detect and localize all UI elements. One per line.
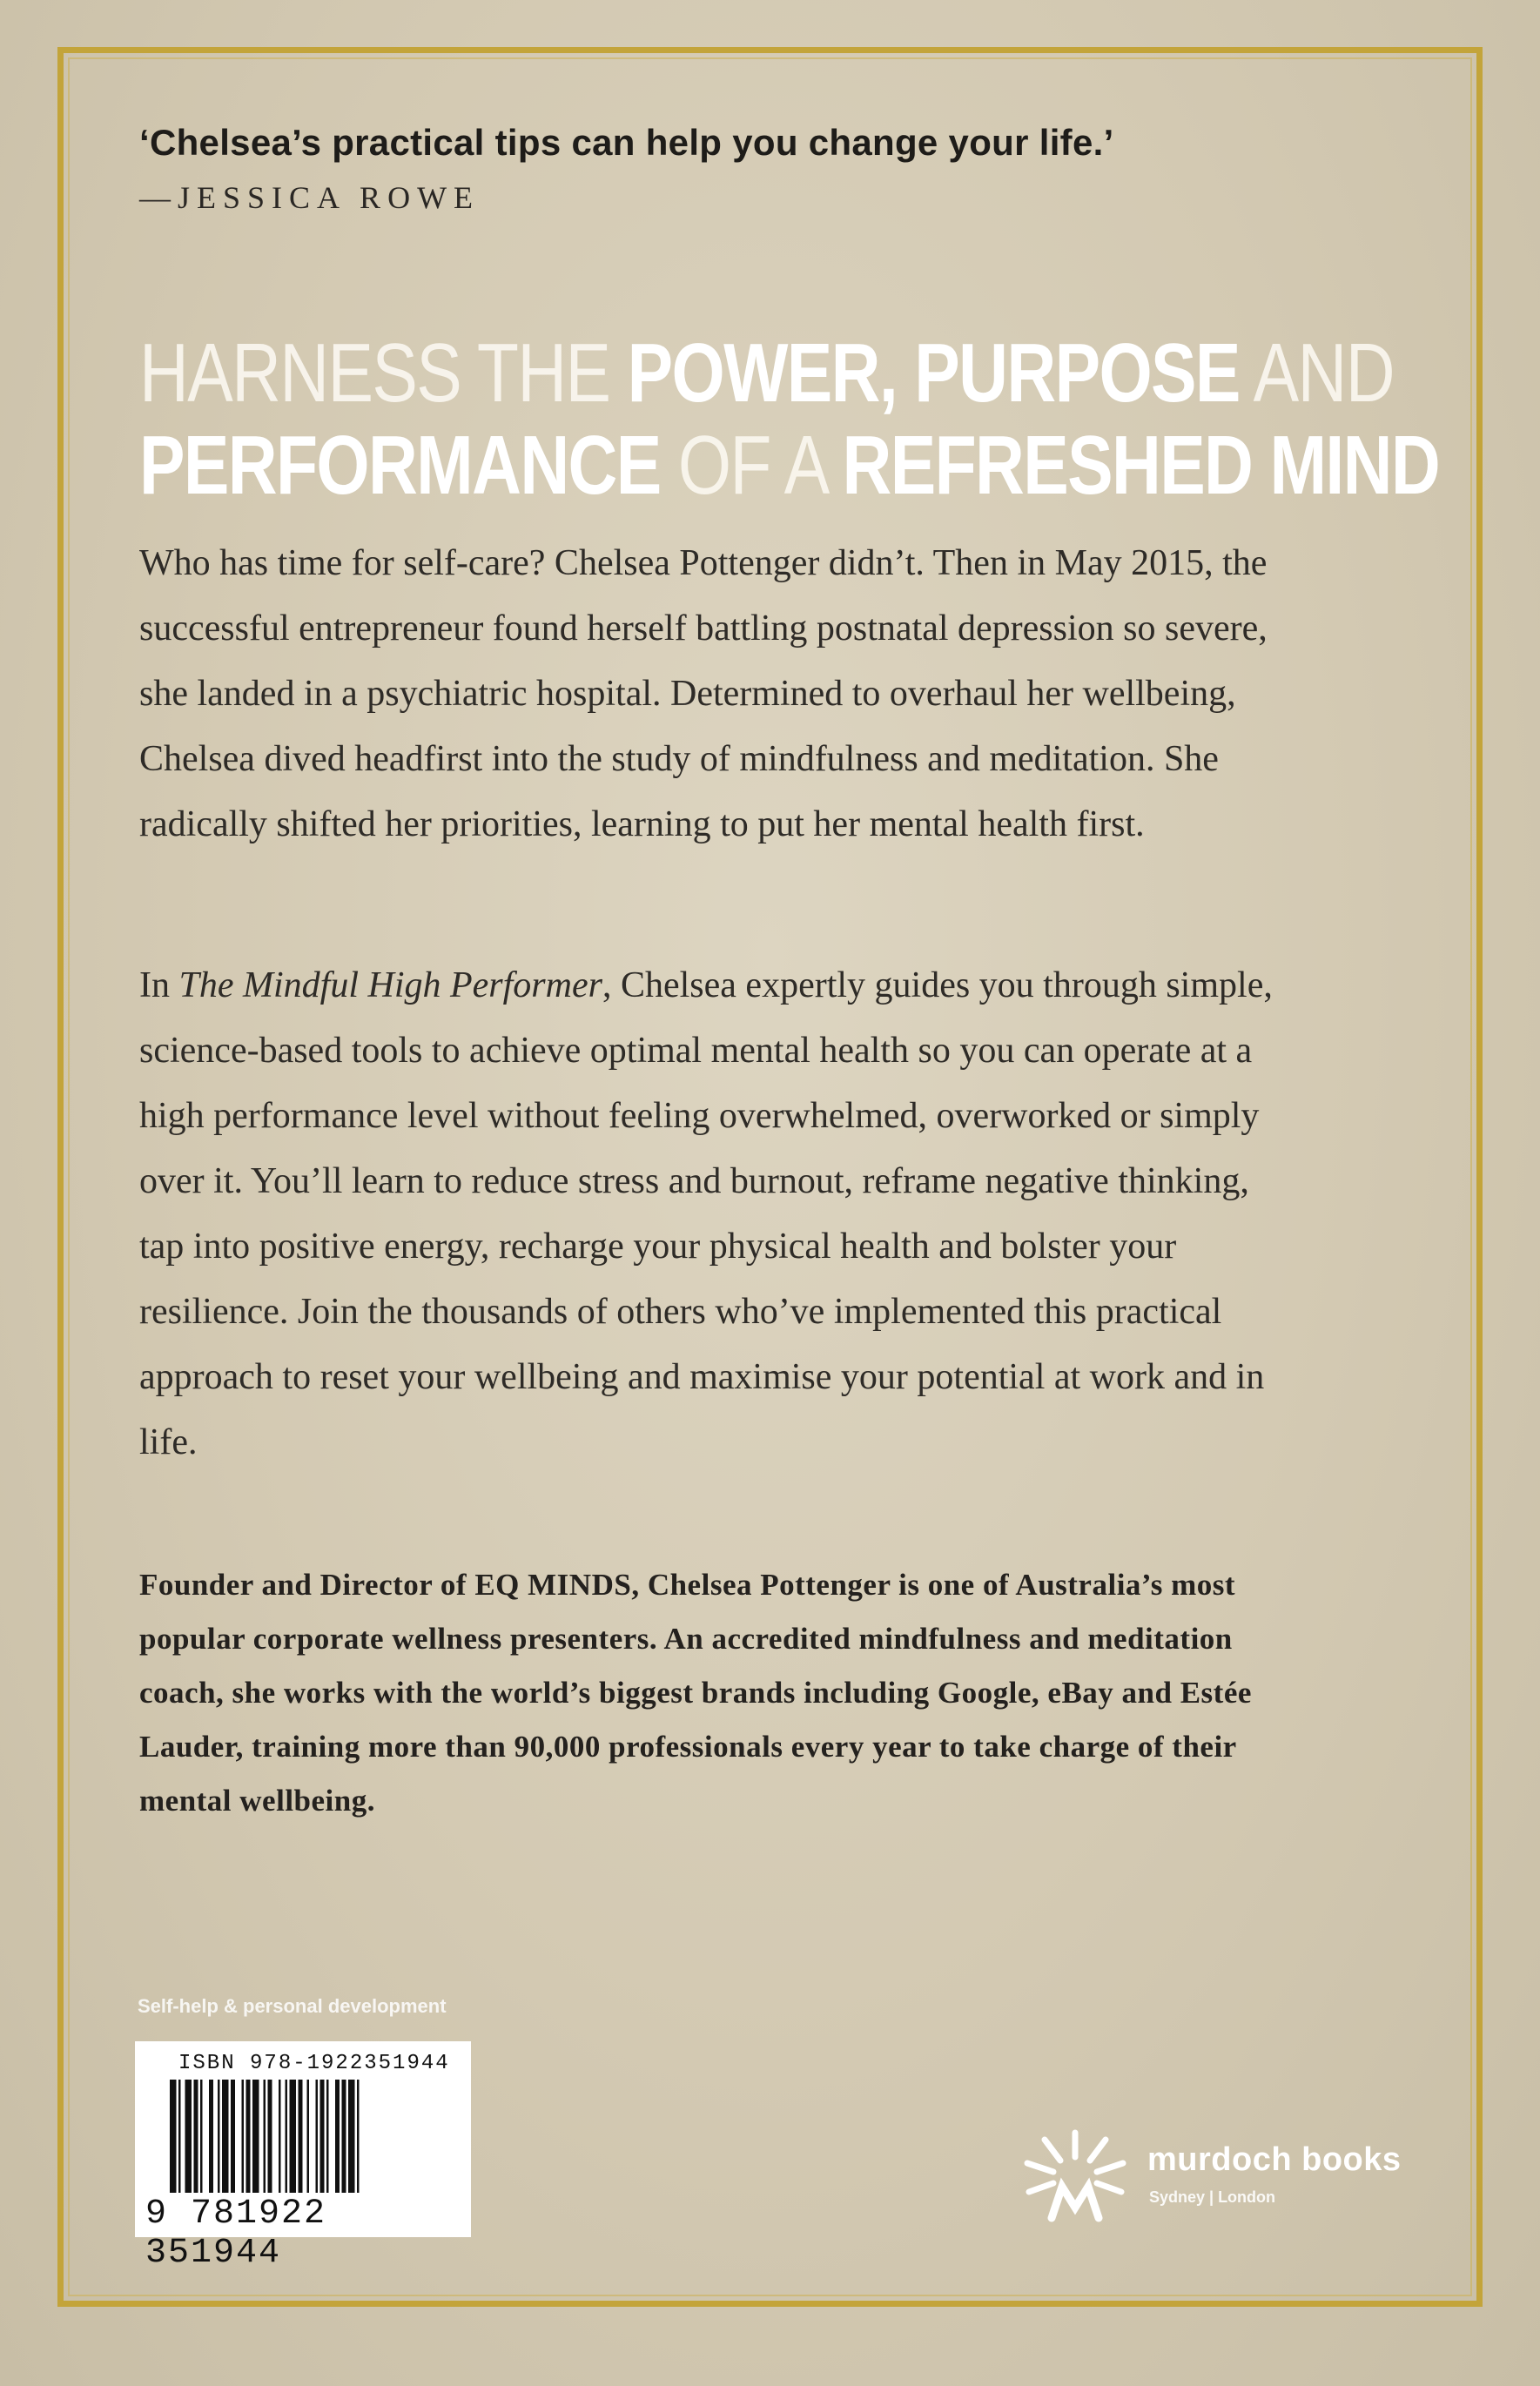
barcode bbox=[135, 2041, 471, 2273]
headline-line-2 bbox=[139, 419, 1440, 512]
headline-thin-1: HARNESS THE bbox=[139, 326, 628, 420]
barcode-bars bbox=[170, 2080, 440, 2201]
endorsement-attribution: —JESSICA ROWE bbox=[139, 180, 481, 215]
headline-line-1 bbox=[139, 326, 1394, 420]
headline-thin-3: OF A bbox=[660, 419, 843, 512]
blurb-lead: In bbox=[139, 965, 179, 1005]
headline-thin-2: AND bbox=[1239, 326, 1394, 420]
headline-bold-3: REFRESHED MIND bbox=[842, 419, 1440, 512]
author-bio: Founder and Director of EQ MINDS, Chelsea Pottenger is one of Australia’s most popular corporate wellness presenters. An accredited mindfulness and meditation coach, she works with the world’s biggest brands including Google, eBay and Estée Lauder, training more than 90,000 professionals every year to take charge of their mental wellbeing. bbox=[139, 1568, 1252, 1818]
blurb-paragraph-1: Who has time for self-care? Chelsea Pottenger didn’t. Then in May 2015, the successful entrepreneur found herself battling postnatal depression so severe, she landed in a psychiatric hospital. Determined to overhaul her wellbeing, Chelsea dived headfirst into the study of mindfulness and meditation. She radically shifted her priorities, learning to put her mental health first. bbox=[139, 543, 1268, 844]
blurb-rest: , Chelsea expertly guides you through simple, science-based tools to achieve optimal mental health so you can operate at a high performance level without feeling overwhelmed, overworked or simply over it. You’ll learn to reduce stress and burnout, reframe negative thinking, tap into positive energy, recharge your physical health and bolster your resilience. Join the thousands of others who’ve implemented this practical approach to reset your wellbeing and maximise your potential at work and in life. bbox=[139, 965, 1273, 1462]
headline-bold-2: PERFORMANCE bbox=[139, 419, 661, 512]
publisher-cities: Sydney | London bbox=[1149, 2188, 1276, 2206]
book-title-italic: The Mindful High Performer bbox=[178, 965, 602, 1005]
murdoch-books-icon bbox=[1019, 2124, 1132, 2228]
publisher-name: murdoch books bbox=[1147, 2141, 1402, 2178]
endorsement-quote: ‘Chelsea’s practical tips can help you change your life.’ bbox=[139, 122, 1114, 163]
isbn-label: ISBN 978-1922351944 bbox=[178, 2052, 450, 2075]
headline bbox=[139, 326, 1440, 512]
blurb-paragraph-2 bbox=[139, 953, 1297, 1475]
headline-bold-1: POWER, PURPOSE bbox=[627, 326, 1240, 420]
genre-label: Self-help & personal development bbox=[138, 1995, 447, 2017]
publisher-logo bbox=[1019, 2124, 1419, 2228]
isbn-digits: 9 781922 351944 bbox=[145, 2194, 327, 2273]
